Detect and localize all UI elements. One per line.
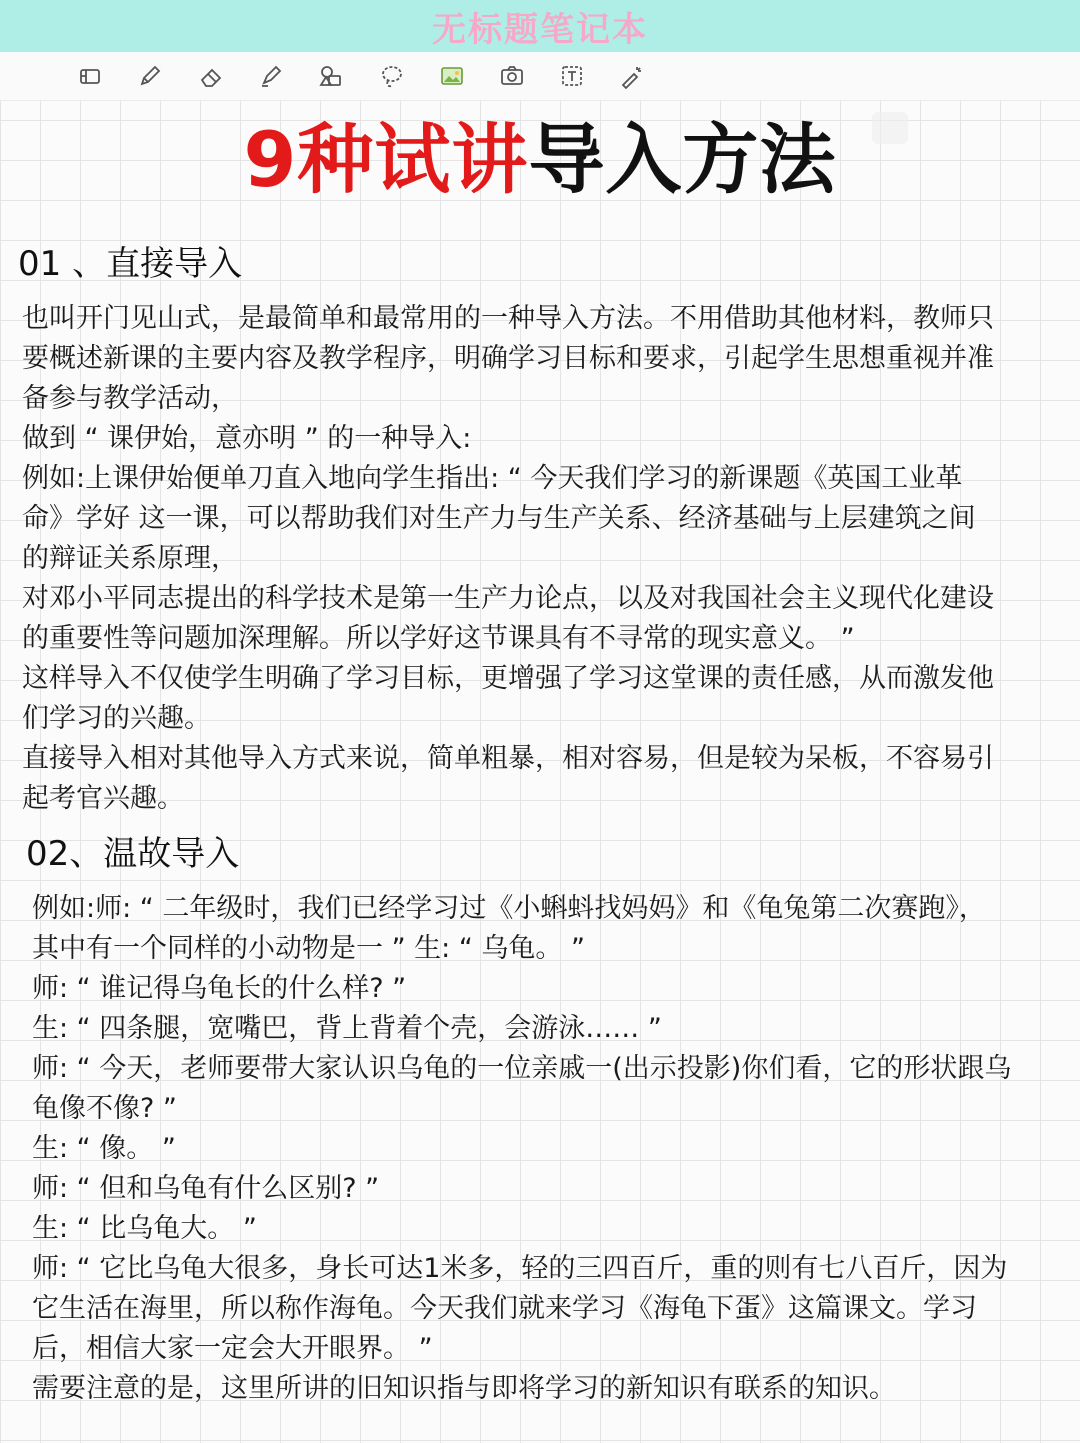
shape-recognize-tool-button[interactable] [315, 60, 347, 92]
lasso-tool-button[interactable] [376, 60, 408, 92]
heading-red-part: 9种试讲 [243, 115, 529, 204]
laser-pointer-tool-button[interactable] [616, 60, 648, 92]
text-line: 生: “ 四条腿，宽嘴巴，背上背着个壳，会游泳…… ” [32, 1013, 662, 1044]
text-line: 做到 “ 课伊始，意亦明 ” 的一种导入: [22, 423, 472, 454]
text-line: 例如:上课伊始便单刀直入地向学生指出: “ 今天我们学习的新课题《英国工业革 [22, 463, 963, 494]
notebook-title[interactable]: 无标题笔记本 [432, 9, 648, 50]
text-line: 龟像不像? ” [32, 1093, 177, 1124]
image-icon [438, 62, 466, 90]
text-line: 师: “ 但和乌龟有什么区别? ” [32, 1173, 380, 1204]
eraser-icon [197, 62, 225, 90]
text-line: 对邓小平同志提出的科学技术是第一生产力论点，以及对我国社会主义现代化建设 [22, 583, 994, 614]
text-line: 起考官兴趣。 [22, 783, 184, 814]
text-line: 师: “ 它比乌龟大很多，身长可达1米多，轻的三四百斤，重的则有七八百斤，因为 [32, 1253, 1008, 1284]
section-body-01 [22, 299, 994, 819]
text-line: 要概述新课的主要内容及教学程序，明确学习目标和要求，引起学生思想重视并准 [22, 343, 994, 374]
shape-recognize-icon [317, 62, 345, 90]
pen-tool-button[interactable] [134, 60, 166, 92]
eraser-tool-button[interactable] [195, 60, 227, 92]
text-line: 它生活在海里，所以称作海龟。今天我们就来学习《海龟下蛋》这篇课文。学习 [32, 1293, 977, 1324]
text-line: 生: “ 像。 ” [32, 1133, 176, 1164]
text-line: 的辩证关系原理， [22, 543, 238, 574]
text-line: 们学习的兴趣。 [22, 703, 211, 734]
heading-black-part: 导入方法 [528, 115, 837, 204]
text-line: 备参与教学活动， [22, 383, 238, 414]
laser-pointer-icon [618, 62, 646, 90]
text-line: 师: “ 今天，老师要带大家认识乌龟的一位亲戚一(出示投影)你们看，它的形状跟乌 [32, 1053, 1012, 1084]
pen-icon [136, 62, 164, 90]
shapes-tool-button[interactable] [74, 60, 106, 92]
text-line: 直接导入相对其他导入方式来说，简单粗暴，相对容易，但是较为呆板，不容易引 [22, 743, 994, 774]
camera-icon [498, 62, 526, 90]
section-title-01: 01 、直接导入 [18, 244, 243, 284]
shapes-icon [76, 62, 104, 90]
text-line: 需要注意的是，这里所讲的旧知识指与即将学习的新知识有联系的知识。 [32, 1373, 896, 1404]
page-heading [0, 112, 1080, 208]
text-line: 也叫开门见山式，是最简单和最常用的一种导入方法。不用借助其他材料，教师只 [22, 303, 994, 334]
image-tool-button[interactable] [436, 60, 468, 92]
drawing-toolbar [0, 52, 1080, 101]
highlighter-icon [257, 62, 285, 90]
text-line: 其中有一个同样的小动物是一 ” 生: “ 乌龟。 ” [32, 933, 585, 964]
title-bar [0, 0, 1080, 52]
highlighter-tool-button[interactable] [255, 60, 287, 92]
text-box-icon [558, 62, 586, 90]
text-line: 的重要性等问题加深理解。所以学好这节课具有不寻常的现实意义。 ” [22, 623, 855, 654]
section-body-02 [32, 889, 1011, 1409]
text-line: 命》学好 这一课，可以帮助我们对生产力与生产关系、经济基础与上层建筑之间 [22, 503, 976, 534]
camera-tool-button[interactable] [496, 60, 528, 92]
text-line: 师: “ 谁记得乌龟长的什么样? ” [32, 973, 407, 1004]
text-line: 生: “ 比乌龟大。 ” [32, 1213, 257, 1244]
section-title-02: 02、温故导入 [26, 834, 240, 874]
text-box-tool-button[interactable] [556, 60, 588, 92]
text-line: 例如:师: “ 二年级时，我们已经学习过《小蝌蚪找妈妈》和《龟兔第二次赛跑》， [32, 893, 986, 924]
text-line: 后，相信大家一定会大开眼界。 ” [32, 1333, 433, 1364]
text-line: 这样导入不仅使学生明确了学习目标，更增强了学习这堂课的责任感，从而激发他 [22, 663, 994, 694]
lasso-icon [378, 62, 406, 90]
